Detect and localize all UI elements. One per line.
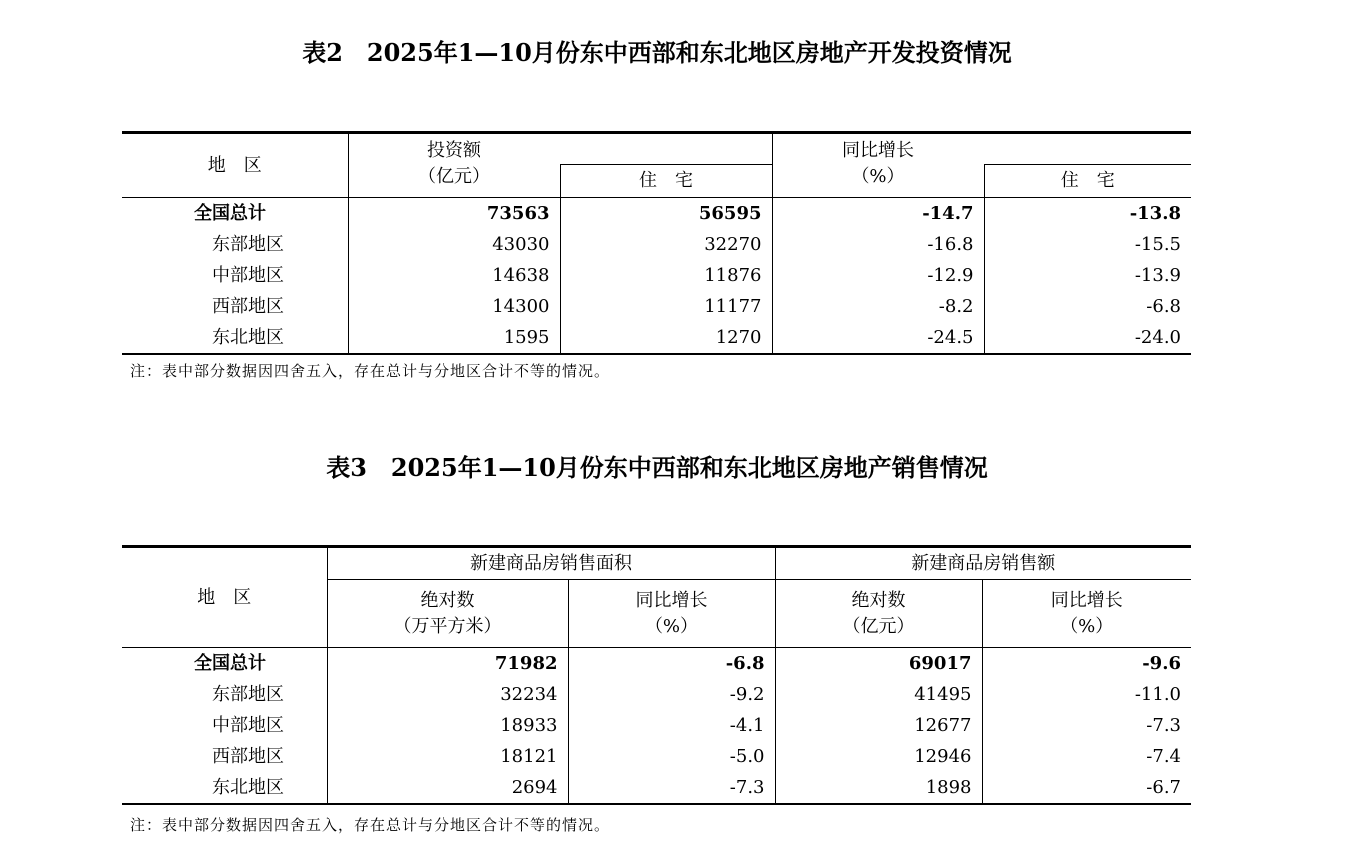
region-cell: 东部地区	[122, 229, 348, 260]
growth-cell: -8.2	[772, 291, 984, 322]
region-header: 地 区	[122, 133, 348, 198]
sales-cell: 69017	[775, 648, 982, 680]
sales-growth-cell: -11.0	[1134, 683, 1181, 705]
sales-cell: 1898	[775, 772, 982, 804]
sales-growth-cell: -6.7	[1146, 776, 1181, 798]
table-row	[122, 772, 1191, 804]
region-cell: 全国总计	[122, 198, 348, 230]
growth-cell: -24.5	[772, 322, 984, 354]
area-cell: 18933	[327, 710, 568, 741]
sales-cell: 12677	[775, 710, 982, 741]
table3-title: 表3 2025年1—10月份东中西部和东北地区房地产销售情况	[326, 453, 988, 482]
area-growth-header: 同比增长 （%）	[568, 580, 775, 648]
table-row	[122, 229, 1191, 260]
sales-growth-cell: -7.3	[1146, 714, 1181, 736]
table-row	[122, 648, 1191, 680]
region-cell: 西部地区	[122, 741, 327, 772]
sales-cell: 12946	[775, 741, 982, 772]
growth-residential-header: 住 宅	[984, 165, 1191, 198]
growth-cell: -12.9	[772, 260, 984, 291]
region-cell: 中部地区	[122, 710, 327, 741]
growth-header: 同比增长 （%）	[842, 140, 914, 187]
investment-cell: 14638	[348, 260, 560, 291]
table2-note: 注：表中部分数据因四舍五入，存在总计与分地区合计不等的情况。	[130, 362, 611, 380]
growth-residential-cell: -13.9	[1134, 264, 1181, 286]
residential-cell: 56595	[560, 198, 772, 230]
sales-growth-cell: -7.4	[1146, 745, 1181, 767]
area-group-header: 新建商品房销售面积	[327, 547, 775, 580]
residential-header: 住 宅	[560, 165, 772, 198]
table-row	[122, 291, 1191, 322]
sales-group-header: 新建商品房销售额	[775, 547, 1191, 580]
area-growth-cell: -7.3	[568, 772, 775, 804]
area-growth-cell: -5.0	[568, 741, 775, 772]
table-row	[122, 198, 1191, 230]
region-cell: 东部地区	[122, 679, 327, 710]
area-abs-header: 绝对数 （万平方米）	[327, 580, 568, 648]
area-cell: 71982	[327, 648, 568, 680]
residential-cell: 1270	[560, 322, 772, 354]
residential-cell: 11876	[560, 260, 772, 291]
investment-cell: 1595	[348, 322, 560, 354]
region-cell: 全国总计	[122, 648, 327, 680]
sales-growth-header: 同比增长 （%）	[1050, 589, 1123, 637]
growth-residential-cell: -15.5	[1134, 233, 1181, 255]
sales-cell: 41495	[775, 679, 982, 710]
growth-residential-cell: -24.0	[1134, 326, 1181, 348]
investment-header: 投资额 （亿元）	[418, 140, 490, 187]
growth-cell: -14.7	[772, 198, 984, 230]
table-row	[122, 741, 1191, 772]
sales-growth-cell: -9.6	[1142, 652, 1181, 674]
growth-residential-cell: -6.8	[1146, 295, 1181, 317]
region-header: 地 区	[122, 547, 327, 648]
region-cell: 东北地区	[122, 322, 348, 354]
investment-table	[122, 131, 1191, 355]
table-row	[122, 260, 1191, 291]
residential-cell: 32270	[560, 229, 772, 260]
investment-cell: 43030	[348, 229, 560, 260]
area-growth-cell: -4.1	[568, 710, 775, 741]
residential-cell: 11177	[560, 291, 772, 322]
table-row	[122, 322, 1191, 354]
table3-note: 注：表中部分数据因四舍五入，存在总计与分地区合计不等的情况。	[130, 816, 611, 834]
growth-residential-cell: -13.8	[1129, 202, 1181, 224]
area-growth-cell: -6.8	[568, 648, 775, 680]
growth-cell: -16.8	[772, 229, 984, 260]
region-cell: 东北地区	[122, 772, 327, 804]
area-cell: 32234	[327, 679, 568, 710]
area-cell: 18121	[327, 741, 568, 772]
area-growth-cell: -9.2	[568, 679, 775, 710]
sales-abs-header: 绝对数 （亿元）	[775, 580, 982, 648]
table-row	[122, 679, 1191, 710]
investment-cell: 73563	[348, 198, 560, 230]
table-row	[122, 710, 1191, 741]
region-cell: 中部地区	[122, 260, 348, 291]
table2-title: 表2 2025年1—10月份东中西部和东北地区房地产开发投资情况	[302, 38, 1012, 67]
sales-table	[122, 545, 1191, 805]
area-cell: 2694	[327, 772, 568, 804]
investment-cell: 14300	[348, 291, 560, 322]
region-cell: 西部地区	[122, 291, 348, 322]
